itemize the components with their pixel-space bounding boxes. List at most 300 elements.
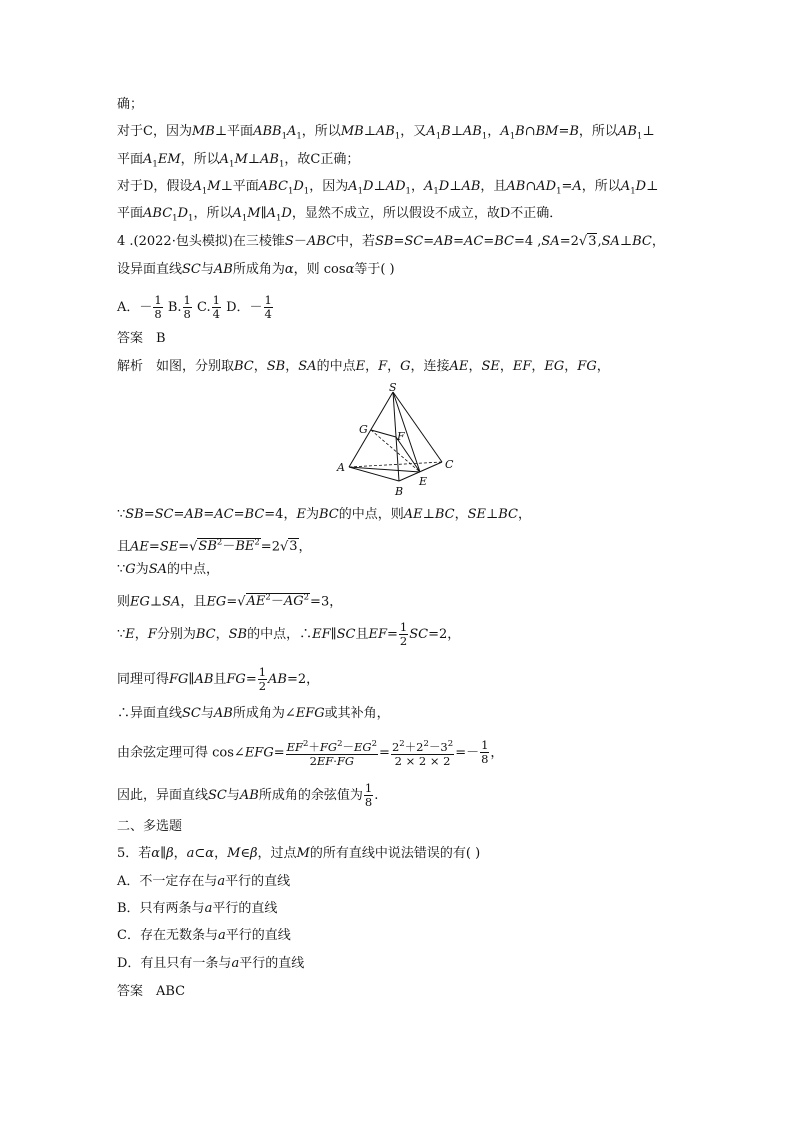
text-fragment: EF — [368, 627, 388, 642]
section-title: 二、多选题 — [117, 819, 183, 834]
text-fragment: ， — [253, 359, 267, 374]
text-fragment: ∈ — [240, 846, 251, 861]
text-fragment: D — [281, 206, 292, 221]
label-g: G — [359, 423, 368, 436]
text-fragment: －3 — [428, 739, 448, 754]
text-fragment: · — [333, 753, 337, 768]
text-fragment: 所成角为∠ — [232, 706, 296, 721]
text-fragment: =2， — [428, 627, 461, 642]
text-fragment: A．不一定存在与 — [117, 874, 218, 889]
text-fragment: ， — [518, 507, 532, 522]
text-fragment: 设异面直线 — [117, 262, 183, 277]
text-fragment: FG — [336, 753, 355, 768]
text-fragment: D．有且只有一条与 — [117, 956, 232, 971]
text-fragment: 1 — [154, 293, 162, 307]
text-fragment: 1 — [364, 781, 373, 795]
text-fragment: E — [125, 627, 135, 642]
text-fragment: 8 — [154, 307, 162, 321]
text-fragment: EF — [286, 739, 303, 754]
text-fragment: ⊥ — [422, 507, 435, 522]
text-fragment: AG — [283, 594, 304, 610]
text-fragment: 1 — [201, 186, 208, 197]
text-fragment: 1 — [481, 738, 489, 753]
text-fragment: = — [273, 745, 285, 761]
text-fragment: ⊥ — [486, 507, 499, 522]
text-fragment: D — [635, 179, 647, 194]
text-line — [117, 178, 658, 201]
edge-ac-hidden — [349, 462, 442, 467]
text-fragment: √ — [279, 539, 289, 555]
text-fragment: E — [355, 359, 366, 374]
text-fragment: 5．若 — [117, 846, 152, 861]
text-fragment: = — [423, 234, 435, 249]
text-fragment: SB — [198, 539, 217, 555]
text-fragment: 解析 如图，分别取 — [117, 359, 235, 374]
text-fragment: α — [151, 846, 161, 861]
text-fragment: SC — [336, 627, 356, 642]
text-fragment: AB — [268, 672, 287, 687]
text-fragment: ⊥ — [247, 152, 261, 167]
text-fragment: ⊥ — [373, 179, 386, 194]
text-fragment: ⊥平面 — [220, 179, 259, 194]
tetrahedron-figure — [335, 382, 465, 500]
text-fragment: AE — [449, 359, 469, 374]
question-4-stem-2 — [117, 261, 395, 279]
text-fragment: 4 — [264, 307, 272, 321]
text-fragment: = — [143, 507, 155, 522]
text-fragment: 3 — [289, 539, 298, 555]
text-fragment: ，连接 — [410, 359, 450, 374]
text-fragment: 1 — [556, 186, 562, 197]
text-fragment: ，过点 — [257, 846, 297, 861]
text-fragment: 2 — [337, 739, 343, 749]
text-fragment: EM — [157, 152, 181, 167]
text-fragment: 1 — [394, 131, 401, 142]
step-7 — [117, 705, 390, 723]
text-fragment: C．存在无数条与 — [117, 928, 218, 943]
text-fragment: AB∩AD — [506, 179, 557, 194]
text-fragment: 1 — [303, 186, 310, 197]
text-fragment: ∥ — [160, 846, 167, 861]
text-fragment: 则 — [117, 594, 131, 610]
text-fragment: ， — [215, 627, 229, 642]
text-fragment: A — [266, 206, 276, 221]
text-fragment: β — [250, 846, 258, 861]
text-fragment: BM — [535, 124, 559, 139]
text-fragment: a — [204, 901, 213, 916]
text-fragment: 对于C，因为 — [117, 124, 192, 139]
text-fragment: ⊥平面 — [214, 124, 254, 139]
option-a — [117, 873, 290, 891]
text-fragment: EG — [206, 594, 227, 610]
text-fragment: ， — [596, 359, 610, 374]
text-fragment: 所成角为 — [232, 262, 285, 277]
option-b: B. — [167, 300, 182, 315]
text-fragment: BC — [195, 627, 216, 642]
text-fragment: = — [148, 539, 160, 555]
text-fragment: 1 — [212, 293, 220, 307]
text-fragment: 平行的直线 — [239, 956, 305, 971]
text-fragment — [246, 593, 311, 609]
text-fragment: FG — [577, 359, 597, 374]
text-line — [117, 205, 562, 228]
text-fragment: ⊥ — [449, 179, 462, 194]
text-fragment: 2 — [258, 679, 267, 693]
text-fragment: SA — [148, 562, 167, 577]
text-fragment — [197, 538, 260, 554]
text-fragment: B — [441, 124, 451, 139]
text-fragment: 1 — [357, 186, 364, 197]
text-fragment: = — [226, 594, 238, 610]
text-fragment: 2 — [216, 538, 223, 548]
text-fragment: EFG — [295, 706, 325, 721]
text-fragment: ，显然不成立，所以假设不成立，故D不正确． — [291, 206, 563, 221]
text-fragment: 的中点 — [316, 359, 356, 374]
text-fragment: a — [217, 928, 226, 943]
text-fragment: ， — [173, 846, 187, 861]
answer-4: 答案 B — [117, 331, 166, 346]
text-fragment: ，则 cos — [293, 262, 346, 277]
text-fragment: ABC — [143, 206, 173, 221]
text-fragment: 2 — [371, 739, 378, 749]
text-fragment: = — [453, 234, 464, 249]
text-fragment: 2 — [399, 634, 408, 648]
text-fragment: 的中点，∴ — [247, 627, 313, 642]
text-fragment: BE — [235, 539, 255, 555]
text-fragment: ，且 — [480, 179, 507, 194]
text-fragment: EG — [354, 739, 372, 754]
text-fragment: 平行的直线 — [225, 928, 291, 943]
label-e: E — [419, 475, 428, 488]
text-fragment: ， — [134, 627, 148, 642]
text-line — [117, 96, 143, 114]
text-fragment: A — [426, 124, 436, 139]
text-fragment: ⊥ — [642, 124, 655, 139]
text-fragment: ，所以 — [193, 206, 233, 221]
text-fragment: SB — [266, 359, 286, 374]
text-fragment: 与 — [200, 262, 214, 277]
text-fragment: ⊥ — [619, 234, 633, 249]
text-fragment: 平行的直线 — [212, 901, 278, 916]
text-fragment: ∥ — [260, 206, 267, 221]
text-line — [117, 123, 655, 146]
text-fragment: FG — [169, 672, 189, 687]
text-fragment: 1 — [258, 665, 267, 679]
text-fragment: =2， — [287, 672, 320, 687]
fraction — [480, 739, 489, 766]
text-fragment: ⊥ — [363, 124, 376, 139]
text-fragment: MB — [340, 124, 364, 139]
text-fragment: － — [293, 234, 307, 249]
label-f: F — [397, 430, 405, 443]
text-fragment: B — [569, 124, 579, 139]
text-fragment: α — [284, 262, 294, 277]
fraction — [264, 294, 273, 321]
text-fragment: AE — [130, 539, 149, 555]
text-fragment: β — [166, 846, 174, 861]
step-2 — [117, 534, 312, 556]
text-fragment: ，又 — [400, 124, 427, 139]
text-fragment: 的所有直线中说法错误的有( ) — [309, 846, 481, 861]
text-fragment: 2 — [303, 739, 309, 749]
text-fragment: A — [500, 124, 510, 139]
text-fragment: ＋2 — [404, 739, 424, 754]
text-fragment: =3， — [310, 594, 343, 610]
text-fragment: 为 — [135, 562, 149, 577]
text-fragment: BC — [434, 507, 455, 522]
text-fragment: AB — [194, 672, 214, 687]
text-fragment: SE — [467, 507, 487, 522]
text-fragment: A — [192, 179, 202, 194]
fraction — [183, 294, 192, 321]
text-fragment: AB — [461, 179, 481, 194]
text-fragment: EF — [312, 627, 331, 642]
text-fragment: 1 — [278, 159, 285, 170]
text-fragment: AB — [213, 262, 233, 277]
text-fragment: 4 .(2022·包头模拟)在三棱锥 — [117, 234, 285, 249]
text-fragment: 2 — [391, 739, 400, 754]
text-fragment: 1 — [296, 131, 302, 142]
text-fragment: 与 — [200, 706, 214, 721]
text-fragment: 1 — [264, 293, 272, 307]
text-fragment: EG — [130, 594, 150, 610]
text-fragment: AB — [375, 124, 395, 139]
text-fragment: BC — [494, 234, 514, 249]
text-fragment: AC — [463, 234, 484, 249]
text-fragment: =－ — [455, 745, 480, 761]
text-fragment: = — [393, 234, 405, 249]
text-fragment: － — [222, 539, 236, 555]
text-fragment: 2 — [303, 593, 310, 603]
text-fragment: ＋ — [308, 739, 320, 754]
text-fragment: 1 — [435, 131, 442, 142]
text-fragment: 对于D，假设 — [117, 179, 193, 194]
text-fragment: 的中点， — [166, 562, 219, 577]
text-fragment: ， — [490, 745, 504, 761]
text-fragment: 与 — [226, 788, 240, 803]
text-fragment: ，所以 — [180, 152, 220, 167]
text-fragment: ， — [285, 359, 299, 374]
text-fragment: 2 × 2 × 2 — [394, 753, 451, 768]
text-fragment: ⊥ — [646, 179, 659, 194]
text-fragment: ⊥ — [149, 594, 163, 610]
option-d: D．－ — [226, 300, 263, 315]
text-fragment: BC — [244, 507, 265, 522]
text-fragment — [286, 738, 378, 755]
text-fragment: = — [245, 672, 257, 687]
text-fragment: MB — [191, 124, 215, 139]
text-fragment: √ — [189, 539, 198, 555]
text-fragment: 同理可得 — [117, 672, 170, 687]
text-fragment: ，故C正确； — [284, 152, 360, 167]
text-fragment: ， — [468, 359, 482, 374]
text-fragment: AB — [239, 788, 259, 803]
text-fragment: = — [178, 539, 190, 555]
text-fragment: SA — [298, 359, 317, 374]
text-fragment: ， — [214, 846, 228, 861]
text-fragment: ， — [298, 539, 312, 555]
text-fragment: BC — [498, 507, 519, 522]
text-fragment: A — [286, 124, 297, 139]
text-fragment: 1 — [241, 213, 248, 224]
text-fragment: ⊥ — [450, 124, 463, 139]
text-fragment: 1 — [399, 620, 408, 634]
text-fragment: = — [379, 745, 390, 761]
text-fragment: SC — [404, 234, 424, 249]
text-fragment: ， — [410, 179, 424, 194]
label-s: S — [389, 382, 397, 394]
step-5 — [117, 621, 460, 648]
text-fragment: = — [203, 507, 215, 522]
text-fragment: EFG — [244, 745, 274, 761]
text-fragment: 且 — [117, 539, 131, 555]
fraction — [286, 738, 378, 768]
text-fragment: 2 — [423, 739, 429, 749]
label-c: C — [445, 458, 454, 471]
text-fragment: 1 — [172, 213, 178, 224]
text-fragment: 2 — [265, 593, 271, 603]
text-fragment: G — [400, 359, 411, 374]
text-fragment: 8 — [364, 795, 373, 809]
text-fragment: 或其补角， — [324, 706, 390, 721]
text-fragment: EF — [316, 753, 334, 768]
text-fragment: AB — [260, 152, 279, 167]
text-fragment: = — [387, 627, 398, 642]
text-fragment: ，且 — [180, 594, 207, 610]
text-fragment: BC — [632, 234, 652, 249]
text-fragment: a — [231, 956, 240, 971]
text-fragment: ， — [499, 359, 513, 374]
text-fragment: SA — [601, 234, 620, 249]
text-fragment: √ — [237, 594, 246, 610]
text-fragment: FG — [226, 672, 246, 687]
text-fragment: 2 — [399, 739, 405, 749]
text-fragment: AC — [214, 507, 234, 522]
text-fragment: SC — [182, 262, 201, 277]
text-fragment: 1 — [152, 159, 158, 170]
fraction — [364, 782, 373, 809]
text-fragment: A — [620, 179, 631, 194]
text-fragment: 1 — [287, 186, 294, 197]
text-fragment: 1 — [636, 131, 643, 142]
text-fragment: B∩ — [515, 124, 536, 139]
text-fragment: AB — [213, 706, 233, 721]
text-fragment: A — [423, 179, 434, 194]
text-fragment: ， — [387, 359, 401, 374]
text-fragment: SB — [228, 627, 248, 642]
text-line — [117, 151, 359, 174]
text-fragment: F — [378, 359, 388, 374]
edge-sc — [393, 392, 442, 462]
text-fragment: 等于( ) — [354, 262, 395, 277]
text-fragment: B．只有两条与 — [117, 901, 205, 916]
text-fragment: D — [293, 179, 304, 194]
text-fragment: EF — [512, 359, 532, 374]
text-fragment: ，所以 — [578, 124, 618, 139]
text-fragment: , — [597, 234, 602, 249]
step-8 — [117, 738, 503, 768]
text-fragment: ABC — [258, 179, 288, 194]
text-fragment: SB — [374, 234, 394, 249]
text-fragment: 分别为 — [156, 627, 196, 642]
question-4-options — [117, 294, 274, 321]
text-fragment: BC — [318, 507, 339, 522]
edge-sa — [349, 392, 393, 467]
text-fragment: D — [438, 179, 450, 194]
text-fragment: α — [345, 262, 355, 277]
option-b — [117, 900, 277, 918]
text-fragment: 1 — [188, 213, 194, 224]
text-fragment: AB — [462, 124, 482, 139]
text-fragment: α — [205, 846, 215, 861]
text-fragment: M — [207, 179, 221, 194]
text-fragment: M — [247, 206, 261, 221]
option-c — [117, 927, 291, 945]
text-fragment: ， — [487, 124, 501, 139]
text-fragment: E — [296, 507, 306, 522]
text-fragment: A — [348, 179, 358, 194]
text-fragment: 3 — [588, 234, 597, 249]
text-fragment: EG — [544, 359, 565, 374]
text-fragment: =4 , — [513, 234, 542, 249]
text-fragment: ， — [531, 359, 545, 374]
text-fragment: ⊂ — [194, 846, 206, 861]
text-fragment: ， — [651, 234, 665, 249]
step-1 — [117, 506, 531, 524]
text-fragment: 2 — [309, 753, 317, 768]
text-fragment: =2 — [559, 234, 579, 249]
text-fragment: ∴异面直线 — [117, 706, 183, 721]
step-3 — [117, 561, 219, 579]
text-fragment: 1 — [630, 186, 636, 197]
text-fragment: ， — [454, 507, 468, 522]
text: 确； — [117, 97, 144, 112]
text-fragment: AE — [403, 507, 423, 522]
option-c: C. — [197, 300, 211, 315]
text-fragment: 1 — [281, 131, 287, 142]
text-fragment: SA — [541, 234, 560, 249]
text-fragment: ，所以 — [301, 124, 341, 139]
text-fragment: － — [342, 739, 355, 754]
text-fragment: AD — [385, 179, 406, 194]
text-fragment: 平行的直线 — [225, 874, 291, 889]
text-fragment: AB — [434, 234, 454, 249]
text-fragment: ∥ — [188, 672, 195, 687]
text-fragment: 1 — [405, 186, 411, 197]
text-fragment: SC — [154, 507, 174, 522]
text-fragment: 所成角的余弦值为 — [258, 788, 363, 803]
text-fragment: F — [147, 627, 157, 642]
text-fragment: M — [296, 846, 310, 861]
text-fragment: ∵ — [117, 507, 126, 522]
text-fragment: ∥ — [330, 627, 337, 642]
text-fragment: ， — [365, 359, 379, 374]
text-fragment: 1 — [183, 293, 191, 307]
text-fragment: . — [374, 788, 379, 803]
text-fragment: ABC — [306, 234, 336, 249]
text-fragment: SE — [481, 359, 500, 374]
text-fragment: 1 — [229, 159, 235, 170]
text-fragment: = — [561, 179, 573, 194]
text-fragment: SE — [159, 539, 179, 555]
text-fragment: FG — [319, 739, 338, 754]
text-fragment: =4， — [264, 507, 297, 522]
text-fragment: = — [233, 507, 245, 522]
text-fragment: 8 — [183, 307, 191, 321]
text-fragment: ， — [564, 359, 578, 374]
text-fragment: A — [143, 152, 153, 167]
text-fragment: AB — [617, 124, 637, 139]
